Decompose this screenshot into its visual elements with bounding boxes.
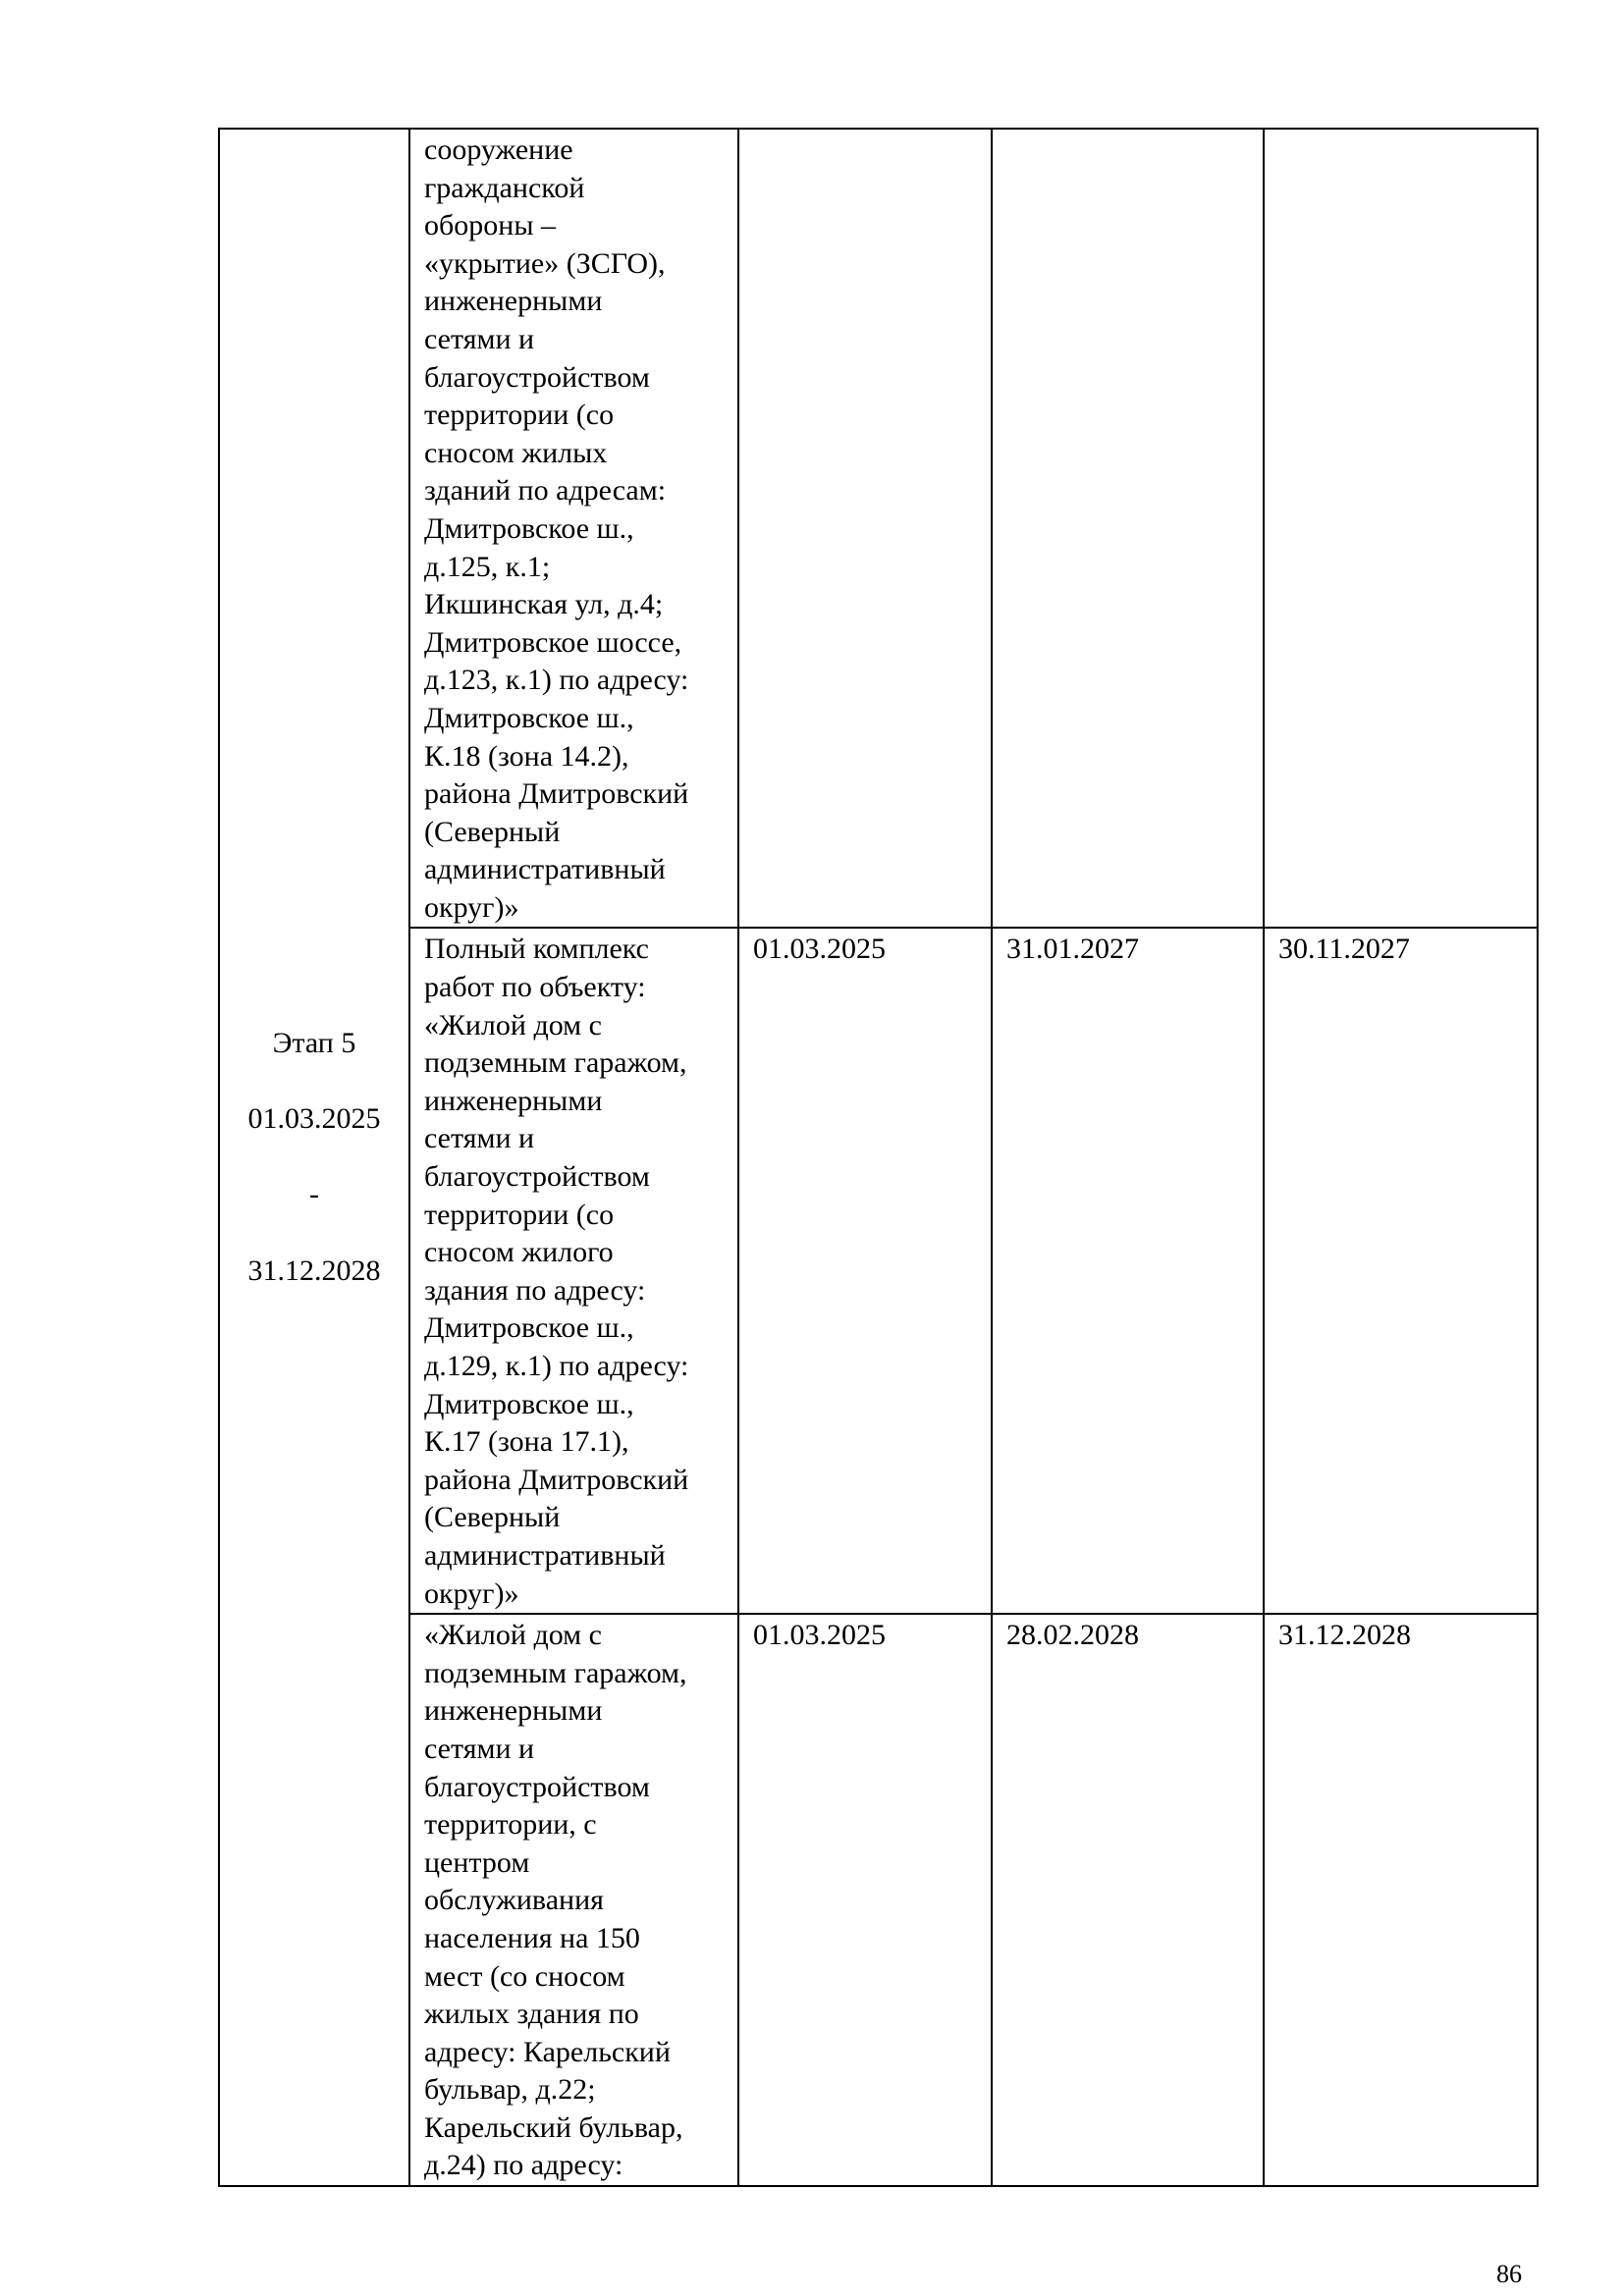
date-cell-1 <box>738 129 992 928</box>
table-row <box>219 1614 1538 2186</box>
date-cell-2: 28.02.2028 <box>992 1614 1264 2186</box>
date-cell-1: 01.03.2025 <box>738 1614 992 2186</box>
date-cell-2 <box>992 129 1264 928</box>
schedule-table <box>218 128 1539 2187</box>
date-cell-1: 01.03.2025 <box>738 928 992 1614</box>
stage-cell <box>219 129 409 2186</box>
stage-end-date: 31.12.2028 <box>247 1254 381 1287</box>
object-description: «Жилой дом с подземным гаражом, инженерными сетями и благоустройством территории, с центром обслуживания населения на 150 мест (со сносом жилых здания по адресу: Карельский бульвар, д.22; Карельский бульвар, д.24) по адресу: <box>409 1614 738 2186</box>
date-cell-2: 31.01.2027 <box>992 928 1264 1614</box>
table-row <box>219 928 1538 1614</box>
date-cell-3 <box>1264 129 1538 928</box>
date-cell-3: 31.12.2028 <box>1264 1614 1538 2186</box>
page-number: 86 <box>1496 2260 1522 2288</box>
date-cell-3: 30.11.2027 <box>1264 928 1538 1614</box>
stage-name: Этап 5 <box>272 1026 356 1059</box>
table-row <box>219 129 1538 928</box>
stage-date-separator: - <box>309 1178 319 1211</box>
object-description: Полный комплекс работ по объекту: «Жилой дом с подземным гаражом, инженерными сетями и благоустройством территории (со сносом жилого здания по адресу: Дмитровское ш., д.129, к.1) по адресу: Дмитровское ш., К.17 (зона 17.1), района Дмитровский (Северный административный округ)» <box>409 928 738 1614</box>
object-description: сооружение гражданской обороны – «укрытие» (ЗСГО), инженерными сетями и благоустройством территории (со сносом жилых зданий по адресам: Дмитровское ш., д.125, к.1; Икшинская ул, д.4; Дмитровское шоссе, д.123, к.1) по адресу: Дмитровское ш., К.18 (зона 14.2), района Дмитровский (Северный административный округ)» <box>409 129 738 928</box>
stage-start-date: 01.03.2025 <box>247 1102 381 1136</box>
